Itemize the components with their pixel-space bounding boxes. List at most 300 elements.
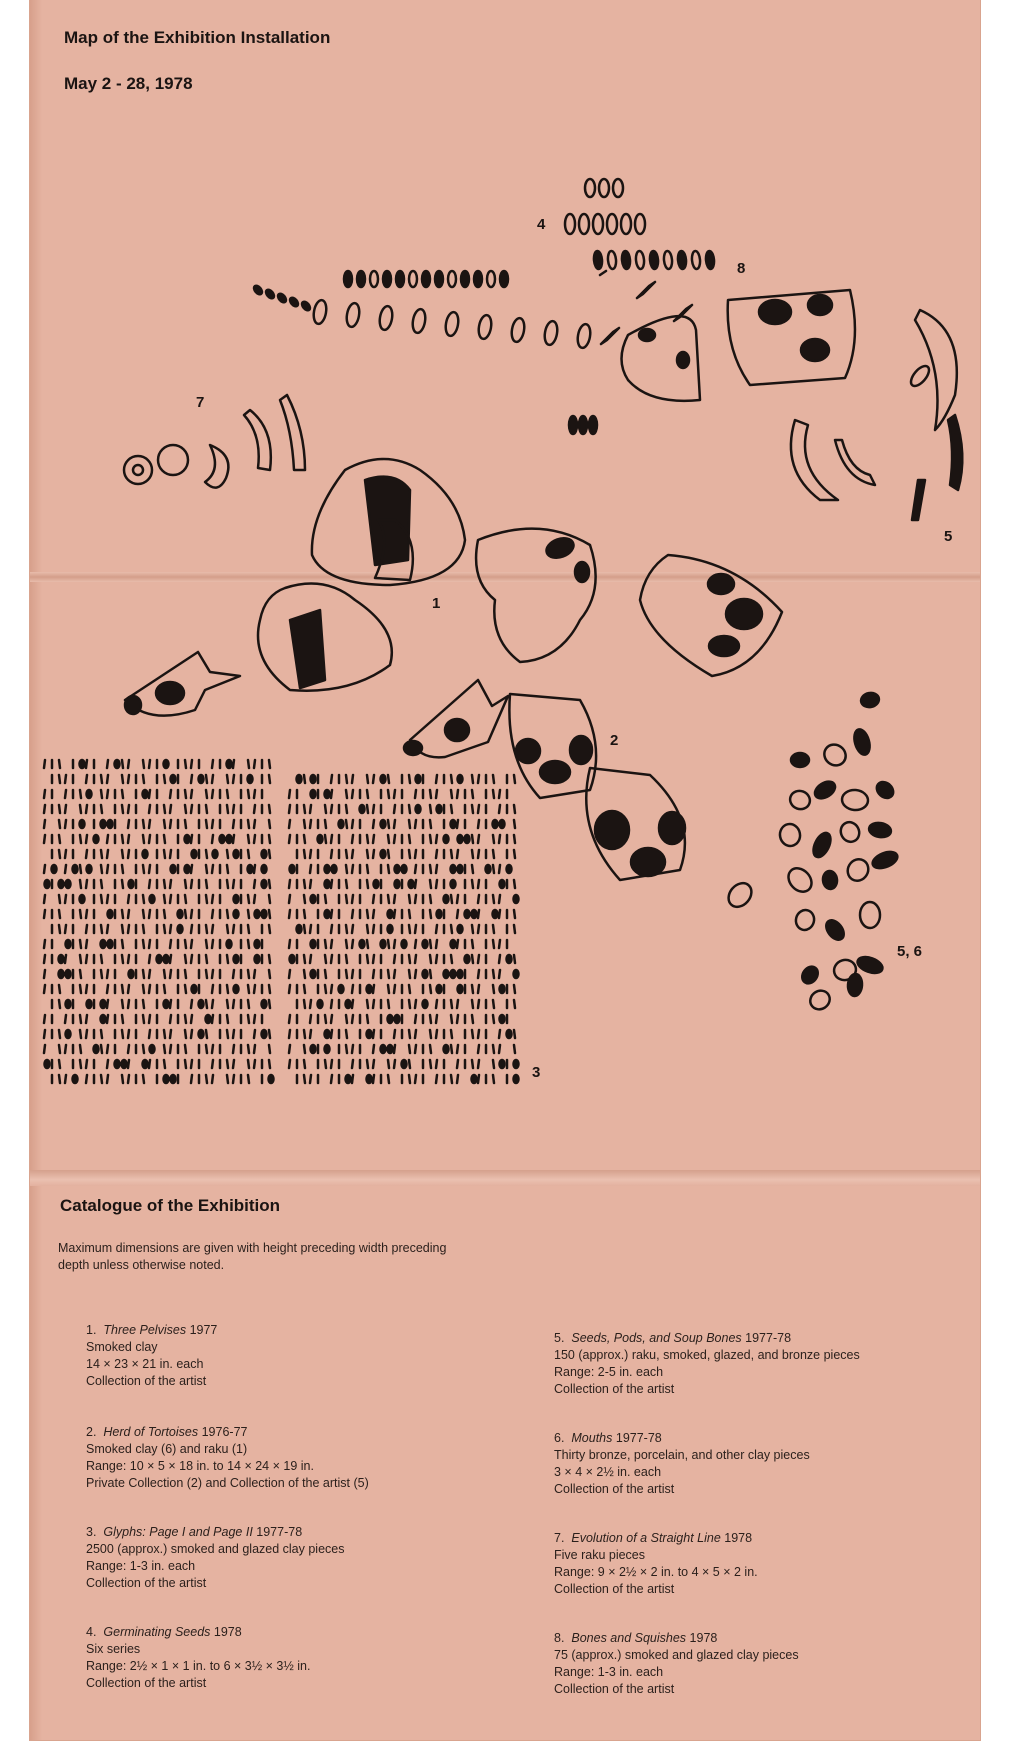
map-title: Map of the Exhibition Installation <box>64 28 331 47</box>
glyph-mark <box>143 970 144 978</box>
glyph-mark <box>451 925 452 933</box>
glyph-mark <box>107 1075 108 1083</box>
glyph-mark <box>269 895 270 903</box>
seed-shape <box>311 790 316 798</box>
glyph-mark <box>206 1000 207 1008</box>
glyph-mark <box>254 880 255 888</box>
glyph-mark <box>373 895 374 903</box>
glyph-mark <box>185 1060 186 1068</box>
glyph-mark <box>394 895 395 903</box>
glyph-mark <box>233 820 234 828</box>
seed-shape <box>593 251 603 270</box>
seed-shape <box>227 940 232 948</box>
glyph-mark <box>269 805 270 813</box>
glyph-mark <box>254 1030 255 1038</box>
glyph-mark <box>346 955 347 963</box>
glyph-mark <box>248 820 249 828</box>
glyph-mark <box>107 850 108 858</box>
glyph-mark <box>59 835 60 843</box>
glyph-mark <box>191 940 192 948</box>
seed-shape <box>500 1060 505 1068</box>
glyph-mark <box>430 1015 431 1023</box>
glyph-mark <box>122 880 123 888</box>
entry-line: Private Collection (2) and Collection of the artist (5) <box>86 1476 369 1490</box>
glyph-mark <box>436 1030 437 1038</box>
seed-shape <box>87 790 92 798</box>
glyph-mark <box>352 775 353 783</box>
glyph-mark <box>457 1045 458 1053</box>
seed-shape <box>847 974 863 997</box>
entry-number: 6. <box>554 1431 565 1445</box>
entry-line: Range: 2½ × 1 × 1 in. to 6 × 3½ × 3½ in. <box>86 1659 311 1673</box>
glyph-mark <box>170 925 171 933</box>
glyph-mark <box>128 835 129 843</box>
seed-shape <box>575 562 589 582</box>
glyph-mark <box>86 850 87 858</box>
glyph-mark <box>310 1000 311 1008</box>
entry-heading <box>86 1624 466 1641</box>
seed-shape <box>458 970 463 978</box>
seed-shape <box>101 1000 106 1008</box>
glyph-mark <box>185 895 186 903</box>
glyph-mark <box>122 790 123 798</box>
glyph-mark <box>478 805 479 813</box>
seed-shape <box>635 251 645 270</box>
seed-shape <box>908 363 933 389</box>
seed-shape <box>691 251 701 270</box>
seed-shape <box>807 987 834 1013</box>
seed-shape <box>677 352 689 368</box>
glyph-mark <box>248 970 249 978</box>
glyph-mark <box>233 880 234 888</box>
seed-shape <box>318 1000 323 1008</box>
seed-shape <box>595 811 629 849</box>
seed-shape <box>171 865 176 873</box>
glyph-mark <box>472 1015 473 1023</box>
glyph-mark <box>101 865 102 873</box>
glyph-mark <box>409 970 410 978</box>
glyph-mark <box>304 1060 305 1068</box>
glyph-mark <box>80 955 81 963</box>
glyph-mark <box>59 775 60 783</box>
glyph-mark <box>128 955 129 963</box>
glyph-mark <box>514 985 515 993</box>
seed-shape <box>332 865 337 873</box>
seed-shape <box>445 719 469 741</box>
glyph-mark <box>457 790 458 798</box>
glyph-mark <box>346 805 347 813</box>
glyph-mark <box>436 940 437 948</box>
glyph-mark <box>304 805 305 813</box>
glyph-mark <box>170 1030 171 1038</box>
glyph-mark <box>493 895 494 903</box>
seed-shape <box>360 940 365 948</box>
seed-shape <box>115 1060 120 1068</box>
seed-shape <box>157 955 162 963</box>
seed-shape <box>59 955 64 963</box>
glyph-mark <box>44 970 45 978</box>
glyph-mark <box>394 940 395 948</box>
glyph-mark <box>65 820 66 828</box>
glyph-mark <box>346 790 347 798</box>
glyph-mark <box>128 850 129 858</box>
glyph-mark <box>436 835 437 843</box>
glyph-mark <box>107 1000 108 1008</box>
glyph-mark <box>80 1015 81 1023</box>
glyph-mark <box>254 985 255 993</box>
glyph-mark <box>331 1000 332 1008</box>
glyph-mark <box>310 925 311 933</box>
seed-shape <box>269 1075 274 1083</box>
glyph-mark <box>388 985 389 993</box>
seed-shape <box>288 296 299 308</box>
glyph-mark <box>430 985 431 993</box>
seed-shape <box>860 902 880 928</box>
entry-number: 3. <box>86 1525 97 1539</box>
entry-line: Collection of the artist <box>86 1374 207 1388</box>
glyph-mark <box>352 1000 353 1008</box>
seed-shape <box>80 820 85 828</box>
glyph-mark <box>472 790 473 798</box>
glyph-mark <box>388 1000 389 1008</box>
glyph-mark <box>44 1030 45 1038</box>
glyph-mark <box>149 835 150 843</box>
glyph-mark <box>254 1015 255 1023</box>
glyph-mark <box>436 790 437 798</box>
glyph-mark <box>367 925 368 933</box>
catalogue-title: Catalogue of the Exhibition <box>60 1196 281 1215</box>
seed-shape <box>705 251 715 270</box>
entry-number: 4. <box>86 1625 97 1639</box>
glyph-mark <box>472 805 473 813</box>
glyph-mark <box>122 1075 123 1083</box>
seed-shape <box>570 736 592 764</box>
glyph-mark <box>304 1000 305 1008</box>
seed-shape <box>234 895 239 903</box>
glyph-mark <box>451 1075 452 1083</box>
seed-shape <box>59 970 64 978</box>
glyph-mark <box>212 925 213 933</box>
seed-shape <box>544 535 576 561</box>
glyph-mark <box>128 805 129 813</box>
glyph-mark <box>164 805 165 813</box>
seed-shape <box>171 775 176 783</box>
glyph-mark <box>128 760 129 768</box>
glyph-mark <box>409 805 410 813</box>
seed-shape <box>458 985 463 993</box>
glyph-mark <box>212 1060 213 1068</box>
seed-shape <box>325 1030 330 1038</box>
glyph-mark <box>367 850 368 858</box>
seed-shape <box>262 880 267 888</box>
glyph-mark <box>514 955 515 963</box>
seed-shape <box>569 416 577 434</box>
seed-shape <box>381 1045 386 1053</box>
seed-shape <box>311 970 316 978</box>
map-label-7: 7 <box>196 394 205 411</box>
seed-shape <box>66 1030 71 1038</box>
glyph-mark <box>143 820 144 828</box>
glyph-mark <box>289 1045 290 1053</box>
glyph-mark <box>122 775 123 783</box>
glyph-mark <box>206 775 207 783</box>
seed-shape <box>360 805 365 813</box>
glyph-mark <box>59 805 60 813</box>
glyph-mark <box>80 835 81 843</box>
squish-mark <box>686 305 692 309</box>
entry-year: 1978 <box>689 1631 718 1645</box>
seed-shape <box>437 910 442 918</box>
glyph-mark <box>65 1015 66 1023</box>
glyph-mark <box>325 955 326 963</box>
seed-shape <box>381 820 386 828</box>
glyph-mark <box>352 850 353 858</box>
glyph-mark <box>254 820 255 828</box>
seed-shape <box>458 835 463 843</box>
seed-shape <box>94 1045 99 1053</box>
glyph-mark <box>170 880 171 888</box>
glyph-mark <box>269 970 270 978</box>
seed-shape <box>794 908 817 932</box>
glyph-mark <box>304 1075 305 1083</box>
glyph-mark <box>346 1030 347 1038</box>
glyph-mark <box>86 805 87 813</box>
glyph-mark <box>394 970 395 978</box>
glyph-mark <box>514 880 515 888</box>
seed-shape <box>607 214 617 234</box>
glyph-mark <box>346 925 347 933</box>
seed-shape <box>367 985 372 993</box>
map-label-4: 4 <box>537 216 546 233</box>
glyph-mark <box>304 850 305 858</box>
glyph-mark <box>185 1030 186 1038</box>
glyph-mark <box>430 865 431 873</box>
glyph-mark <box>310 1015 311 1023</box>
seed-shape <box>381 775 386 783</box>
seed-shape <box>87 1000 92 1008</box>
glyph-mark <box>409 910 410 918</box>
glyph-mark <box>472 1030 473 1038</box>
seed-shape <box>344 271 352 287</box>
seed-shape <box>402 940 407 948</box>
glyph-mark <box>212 790 213 798</box>
glyph-mark <box>191 790 192 798</box>
glyph-mark <box>493 925 494 933</box>
seed-shape <box>874 779 897 801</box>
seed-shape <box>213 850 218 858</box>
glyph-mark <box>346 820 347 828</box>
glyph-mark <box>430 880 431 888</box>
glyph-mark <box>44 820 45 828</box>
glyph-mark <box>44 835 45 843</box>
glyph-mark <box>514 1030 515 1038</box>
glyph-mark <box>325 985 326 993</box>
glyph-mark <box>310 805 311 813</box>
seed-shape <box>66 1000 71 1008</box>
seed-shape <box>227 760 232 768</box>
seed-shape <box>613 179 623 197</box>
glyph-mark <box>325 895 326 903</box>
glyph-mark <box>164 970 165 978</box>
seed-shape <box>500 1015 505 1023</box>
glyph-mark <box>44 805 45 813</box>
entry-heading <box>554 1630 934 1647</box>
glyph-mark <box>472 865 473 873</box>
seed-shape <box>663 251 673 270</box>
glyph-mark <box>430 895 431 903</box>
entry-line: Smoked clay (6) and raku (1) <box>86 1442 248 1456</box>
seed-shape <box>589 416 597 434</box>
seed-shape <box>444 311 460 337</box>
glyph-mark <box>227 790 228 798</box>
glyph-mark <box>289 985 290 993</box>
seed-shape <box>129 880 134 888</box>
glyph-mark <box>149 1030 150 1038</box>
glyph-mark <box>409 1030 410 1038</box>
glyph-mark <box>352 835 353 843</box>
glyph-mark <box>59 850 60 858</box>
glyph-mark <box>122 850 123 858</box>
seed-shape <box>311 895 316 903</box>
glyph-mark <box>331 940 332 948</box>
glyph-mark <box>44 985 45 993</box>
entry-line: Range: 2-5 in. each <box>554 1365 664 1379</box>
seed-shape <box>87 865 92 873</box>
glyph-mark <box>289 970 290 978</box>
glyph-mark <box>436 775 437 783</box>
seed-shape <box>357 271 365 287</box>
seed-shape <box>234 955 239 963</box>
glyph-mark <box>254 895 255 903</box>
glyph-mark <box>304 895 305 903</box>
seed-shape <box>101 940 106 948</box>
entry-line: Five raku pieces <box>554 1548 646 1562</box>
seed-shape <box>451 970 456 978</box>
map-label-5-6: 5, 6 <box>897 943 923 960</box>
glyph-mark <box>499 865 500 873</box>
glyph-mark <box>367 955 368 963</box>
glyph-mark <box>185 1045 186 1053</box>
glyph-mark <box>227 985 228 993</box>
glyph-mark <box>436 925 437 933</box>
glyph-mark <box>248 940 249 948</box>
glyph-mark <box>128 775 129 783</box>
seed-shape <box>724 879 756 912</box>
glyph-mark <box>388 1060 389 1068</box>
glyph-mark <box>185 985 186 993</box>
seed-shape <box>395 1015 400 1023</box>
glyph-mark <box>80 970 81 978</box>
glyph-mark <box>254 865 255 873</box>
seed-shape <box>171 1075 176 1083</box>
glyph-mark <box>149 880 150 888</box>
glyph-mark <box>212 1075 213 1083</box>
entry-line: 2500 (approx.) smoked and glazed clay pieces <box>86 1542 345 1556</box>
glyph-mark <box>212 985 213 993</box>
glyph-mark <box>346 775 347 783</box>
evolution-piece <box>244 410 271 470</box>
glyph-mark <box>304 775 305 783</box>
seed-shape <box>108 910 113 918</box>
catalogue-entry <box>554 1430 934 1498</box>
glyph-mark <box>185 970 186 978</box>
glyph-mark <box>212 835 213 843</box>
glyph-mark <box>478 850 479 858</box>
glyph-mark <box>352 910 353 918</box>
glyph-mark <box>493 1075 494 1083</box>
glyph-mark <box>269 955 270 963</box>
glyph-mark <box>227 1075 228 1083</box>
seed-shape <box>80 895 85 903</box>
seed-shape <box>150 1045 155 1053</box>
glyph-mark <box>415 790 416 798</box>
glyph-mark <box>206 1030 207 1038</box>
glyph-mark <box>86 955 87 963</box>
glyph-mark <box>107 895 108 903</box>
glyph-mark <box>394 1045 395 1053</box>
glyph-mark <box>149 910 150 918</box>
seed-shape <box>507 955 512 963</box>
seed-shape <box>411 308 427 334</box>
glyph-mark <box>164 775 165 783</box>
glyph-mark <box>191 805 192 813</box>
glyph-mark <box>269 835 270 843</box>
map-label-1: 1 <box>432 595 441 612</box>
glyph-mark <box>346 880 347 888</box>
glyph-mark <box>248 925 249 933</box>
glyph-mark <box>346 895 347 903</box>
glyph-mark <box>86 775 87 783</box>
glyph-mark <box>191 1030 192 1038</box>
glyph-mark <box>367 940 368 948</box>
glyph-mark <box>451 790 452 798</box>
seed-shape <box>325 910 330 918</box>
glyph-mark <box>59 760 60 768</box>
glyph-mark <box>227 1015 228 1023</box>
seed-shape <box>500 271 508 287</box>
glyph-mark <box>227 865 228 873</box>
glyph-mark <box>388 775 389 783</box>
seed-shape <box>396 271 404 287</box>
seed-shape <box>451 865 456 873</box>
glyph-mark <box>65 925 66 933</box>
glyph-mark <box>86 835 87 843</box>
glyph-mark <box>409 1060 410 1068</box>
glyph-mark <box>289 820 290 828</box>
seed-shape <box>388 910 393 918</box>
glyph-mark <box>409 925 410 933</box>
glyph-mark <box>289 1060 290 1068</box>
glyph-mark <box>269 760 270 768</box>
glyph-mark <box>143 940 144 948</box>
seed-shape <box>808 295 832 315</box>
glyph-mark <box>373 850 374 858</box>
evolution-piece <box>158 445 188 475</box>
glyph-mark <box>373 985 374 993</box>
seed-shape <box>659 812 685 844</box>
glyph-mark <box>269 1060 270 1068</box>
glyph-mark <box>254 805 255 813</box>
glyph-mark <box>164 850 165 858</box>
glyph-mark <box>212 820 213 828</box>
seed-shape <box>514 1060 519 1068</box>
glyph-mark <box>352 1060 353 1068</box>
glyph-mark <box>191 760 192 768</box>
entry-line: Range: 1-3 in. each <box>554 1665 664 1679</box>
seed-shape <box>227 835 232 843</box>
seed-shape <box>423 940 428 948</box>
seed-shape <box>444 895 449 903</box>
